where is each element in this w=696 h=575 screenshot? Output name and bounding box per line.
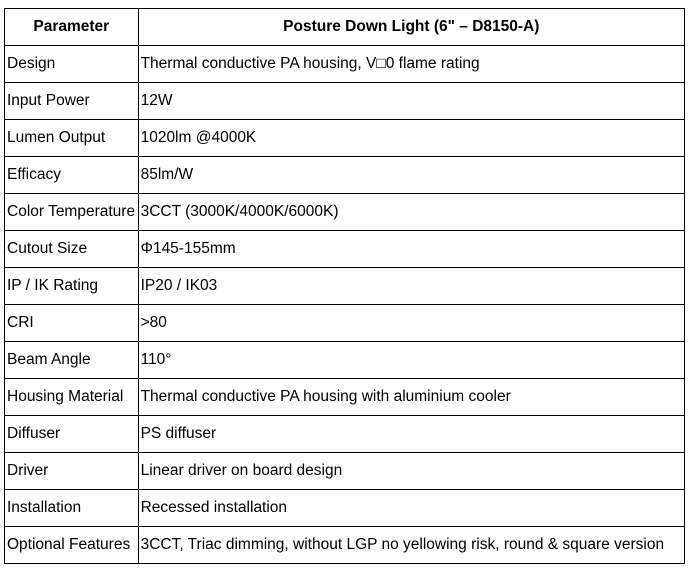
header-product: Posture Down Light (6" – D8150-A) [138, 9, 684, 46]
row-parameter: Driver [5, 453, 139, 490]
row-parameter: CRI [5, 305, 139, 342]
row-value: 1020lm @4000K [138, 120, 684, 157]
row-value: Recessed installation [138, 490, 684, 527]
table-row [5, 379, 685, 416]
row-value: 12W [138, 83, 684, 120]
row-value: Thermal conductive PA housing, V□0 flame rating [138, 46, 684, 83]
row-parameter: Cutout Size [5, 231, 139, 268]
spec-table [4, 8, 685, 564]
row-value: Linear driver on board design [138, 453, 684, 490]
row-parameter: IP / IK Rating [5, 268, 139, 305]
row-parameter: Beam Angle [5, 342, 139, 379]
row-value: IP20 / IK03 [138, 268, 684, 305]
row-parameter: Diffuser [5, 416, 139, 453]
table-row [5, 231, 685, 268]
table-row [5, 194, 685, 231]
table-row [5, 342, 685, 379]
table-row [5, 527, 685, 564]
row-value: Φ145-155mm [138, 231, 684, 268]
row-parameter: Efficacy [5, 157, 139, 194]
row-parameter: Installation [5, 490, 139, 527]
row-parameter: Optional Features [5, 527, 139, 564]
table-row [5, 120, 685, 157]
table-row [5, 268, 685, 305]
table-row [5, 83, 685, 120]
table-row [5, 46, 685, 83]
row-parameter: Housing Material [5, 379, 139, 416]
row-value: 110° [138, 342, 684, 379]
row-parameter: Lumen Output [5, 120, 139, 157]
header-parameter: Parameter [5, 9, 139, 46]
table-row [5, 305, 685, 342]
row-value: 3CCT, Triac dimming, without LGP no yellowing risk, round & square version [138, 527, 684, 564]
row-parameter: Color Temperature [5, 194, 139, 231]
table-row [5, 157, 685, 194]
row-value: PS diffuser [138, 416, 684, 453]
table-header-row [5, 9, 685, 46]
table-row [5, 490, 685, 527]
table-row [5, 416, 685, 453]
row-value: >80 [138, 305, 684, 342]
table-row [5, 453, 685, 490]
row-value: 3CCT (3000K/4000K/6000K) [138, 194, 684, 231]
row-value: 85lm/W [138, 157, 684, 194]
row-parameter: Design [5, 46, 139, 83]
row-value: Thermal conductive PA housing with aluminium cooler [138, 379, 684, 416]
row-parameter: Input Power [5, 83, 139, 120]
